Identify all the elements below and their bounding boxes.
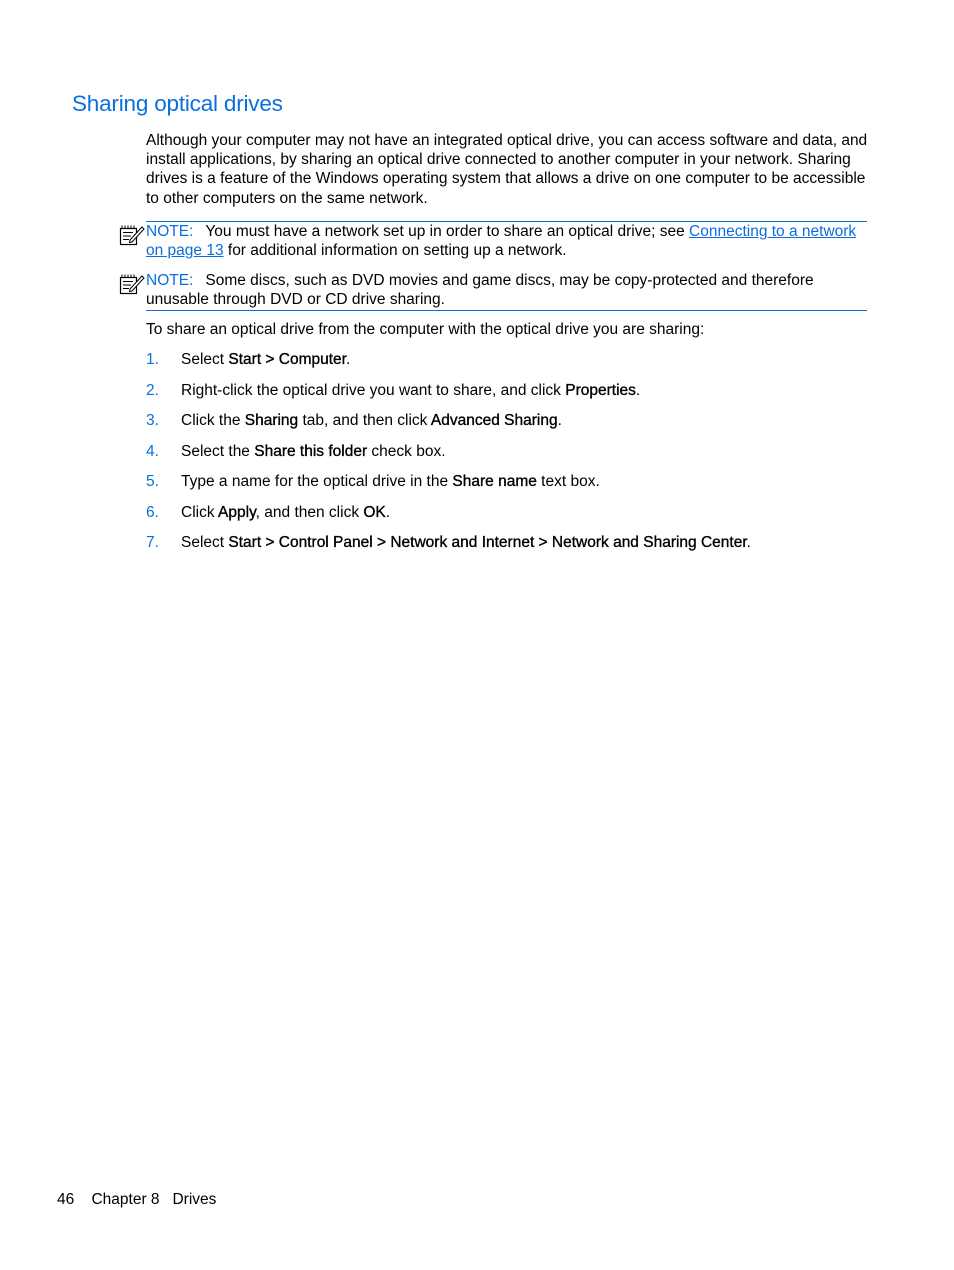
step-text — [181, 411, 562, 430]
page-footer — [57, 1191, 216, 1209]
step-text — [181, 503, 390, 522]
note-label: NOTE: — [146, 272, 194, 289]
intro-paragraph: Although your computer may not have an integrated optical drive, you can access software and data, and install applications, by sharing an optical drive connected to another computer in your network. Sharing drives is a feature of the Windows operating system that allows a drive on one computer to be accessible to other computers on the same network. — [146, 132, 868, 207]
note-icon — [119, 273, 145, 295]
step-fragment: Select the — [181, 442, 255, 460]
ui-term: Share this folder — [254, 442, 368, 460]
section-title: Sharing optical drives — [72, 91, 283, 116]
step-fragment: Click — [181, 503, 219, 521]
step-fragment: . — [557, 412, 562, 429]
step-fragment: text box. — [536, 473, 600, 490]
chapter-title: Drives — [172, 1191, 217, 1208]
step-text — [181, 350, 350, 369]
note-copy-protection — [146, 271, 867, 311]
step-number: 2. — [146, 381, 159, 399]
step-fragment: Select — [181, 534, 229, 551]
note-text: Some discs, such as DVD movies and game discs, may be copy-protected and therefore unusable through DVD or CD drive sharing. — [146, 272, 814, 309]
step-number: 3. — [146, 412, 159, 429]
step-number: 7. — [146, 534, 159, 551]
ui-term: Properties — [565, 381, 636, 399]
note-label: NOTE: — [146, 223, 194, 240]
step-text — [181, 381, 640, 400]
ui-term: Start > Control Panel > Network and Internet > Network and Sharing Center — [228, 534, 747, 551]
step-text — [181, 442, 446, 461]
step-fragment: . — [746, 534, 751, 551]
ui-term: Share name — [452, 473, 537, 490]
page-number: 46 — [57, 1191, 75, 1208]
steps-intro: To share an optical drive from the computer with the optical drive you are sharing: — [146, 321, 705, 338]
step-fragment: Select — [181, 351, 229, 368]
step-number: 1. — [146, 351, 159, 368]
step-text — [181, 472, 600, 491]
chapter-label: Chapter 8 — [91, 1191, 160, 1208]
step-fragment: . — [635, 381, 641, 399]
step-text — [181, 533, 751, 552]
ui-term: Advanced Sharing — [430, 412, 558, 429]
step-fragment: . — [346, 351, 351, 368]
step-fragment: Type a name for the optical drive in the — [181, 473, 453, 490]
step-fragment: tab, and then click — [298, 412, 431, 429]
step-fragment: Click the — [181, 412, 245, 429]
step-fragment: . — [385, 503, 391, 521]
ui-term: OK — [363, 503, 386, 521]
connecting-network-link[interactable]: Connecting to a network on page 13 — [146, 223, 857, 260]
ui-term: Sharing — [244, 412, 299, 429]
step-fragment: check box. — [367, 442, 446, 460]
step-number: 5. — [146, 473, 159, 490]
step-number: 6. — [146, 503, 159, 521]
step-number: 4. — [146, 442, 159, 460]
note-network — [146, 221, 867, 260]
ui-term: Start > Computer — [228, 351, 346, 368]
note-text: You must have a network set up in order to share an optical drive; see — [205, 223, 690, 240]
note-icon — [119, 224, 145, 246]
ui-term: Apply — [218, 503, 256, 521]
note-text-after: for additional information on setting up a network. — [223, 242, 567, 260]
step-fragment: , and then click — [255, 503, 364, 521]
step-fragment: Right-click the optical drive you want to share, and click — [181, 381, 566, 399]
